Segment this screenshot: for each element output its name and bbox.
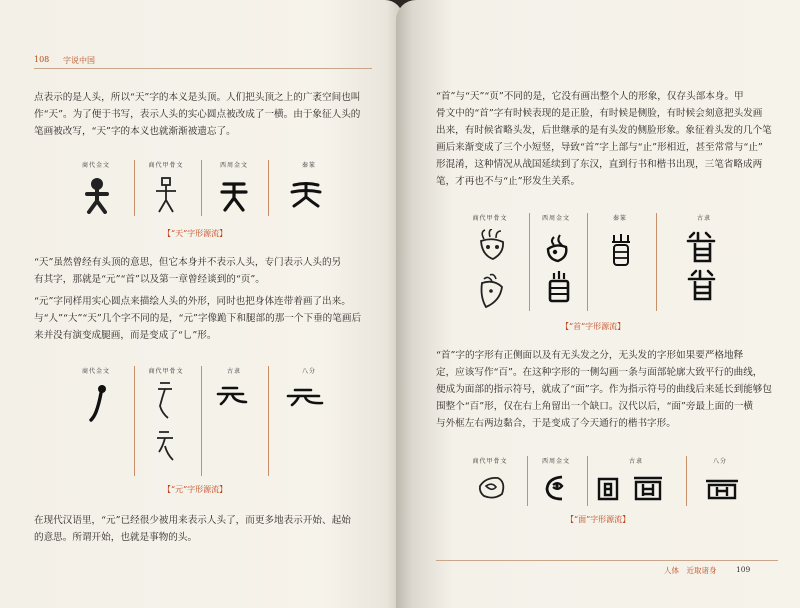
tian-western-zhou-glyph	[220, 178, 248, 212]
right-para-1: “首”与“天”“页”不同的是，它没有画出整个人的形象，仅存头部本身。甲 骨文中的“首”字有时候表现的是正脸，有时候是侧脸，有时候会刻意把头发画 出来，有时候省略头发，后世继承的是有头发的侧脸形象。象征着头发的几个笔 画后来渐变成了三个小短竖，导致“首”字上部与“止”形相近，甚至常常与“止” 形混淆，这种情况从战国延续到了东汉，直到行书和楷书出现，三笔省略成两 笔，才再也不与“止”形发生关系。	[436, 91, 772, 187]
tian-evolution-table: 商代金文 商代甲骨文 西周金文 秦篆	[60, 160, 350, 220]
shou-caption: 【“首”字形源流】	[561, 322, 626, 331]
shou-oracle-glyphs	[476, 229, 508, 313]
yuan-clerical-glyph	[215, 384, 249, 408]
yuan-oracle-glyphs	[152, 380, 178, 470]
yuan-bafen-glyph	[285, 386, 325, 408]
right-page	[396, 0, 800, 608]
shou-qin-seal-glyph	[609, 233, 633, 269]
tian-oracle-glyph	[152, 176, 180, 214]
left-para-2: “天”虽然曾经有头顶的意思，但它本身并不表示人头，专门表示人头的另 有其字，那就是“元”“首”以及第一章曾经谈到的“页”。	[34, 257, 342, 285]
yuan-caption: 【“元”字形源流】	[163, 485, 228, 494]
mian-oracle-glyph	[476, 474, 508, 502]
tian-qin-seal-glyph	[290, 180, 322, 208]
yuan-bronze-glyph	[86, 384, 110, 424]
mian-evolution-table: 商代甲骨文 西周金文 古隶 八分	[454, 456, 754, 508]
header-rule	[34, 68, 372, 69]
page-number-left: 108	[34, 55, 50, 64]
running-head: 字说中国	[63, 56, 95, 65]
tian-bronze-glyph	[82, 176, 112, 214]
left-para-1: 点表示的是人头，所以“天”字的本义是头顶。人们把头顶之上的广袤空间也叫 作“天”。为了便于书写，表示人头的实心圆点被改成了一横。由于象征人头的 笔画被改写，“天”字的本义也就渐渐被遗忘了。	[34, 92, 361, 137]
footer-rule	[436, 560, 778, 561]
yuan-evolution-table: 商代金文 商代甲骨文 古隶 八分	[60, 366, 350, 476]
mian-bronze-glyph	[542, 474, 570, 502]
mian-caption: 【“面”字形源流】	[566, 515, 631, 524]
running-foot: 人体 近取诸身	[664, 566, 717, 575]
right-para-2: “首”字的字形有正侧面以及有无头发之分，无头发的字形如果要严格地释 定，应该写作“百”。在这种字形的一侧勾画一条与面部轮廓大致平行的曲线， 便成为面部的指示符号，就成了“面”字。作为指示符号的曲线后来延长到能够包 围整个“百”形，仅在右上角留出一个缺口。汉代以后，“面”旁最上面的一横 与外框左右两边黏合，于是变成了今天通行的楷书字形。	[436, 350, 772, 429]
page-number-right: 109	[736, 565, 751, 574]
left-para-3: “元”字同样用实心圆点来描绘人头的外形，同时也把身体连带着画了出来。 与“人”“大”“天”几个字不同的是，“元”字像跪下和腿部的那一个下垂的笔画后 来并没有演变成腿画，而是变成了“乚”形。	[34, 296, 362, 341]
shou-bronze-glyphs	[544, 233, 574, 309]
mian-clerical-glyphs	[596, 476, 686, 502]
left-para-4: 在现代汉语里，“元”已经很少被用来表示人头了，而更多地表示开始、起始 的意思。所谓开始，也就是事物的头。	[34, 515, 351, 543]
mian-bafen-glyph	[704, 478, 740, 500]
shou-evolution-table: 商代甲骨文 西周金文 秦篆 古隶	[454, 213, 754, 313]
shou-clerical-glyphs	[686, 231, 716, 303]
tian-caption: 【“天”字形源流】	[163, 229, 228, 238]
